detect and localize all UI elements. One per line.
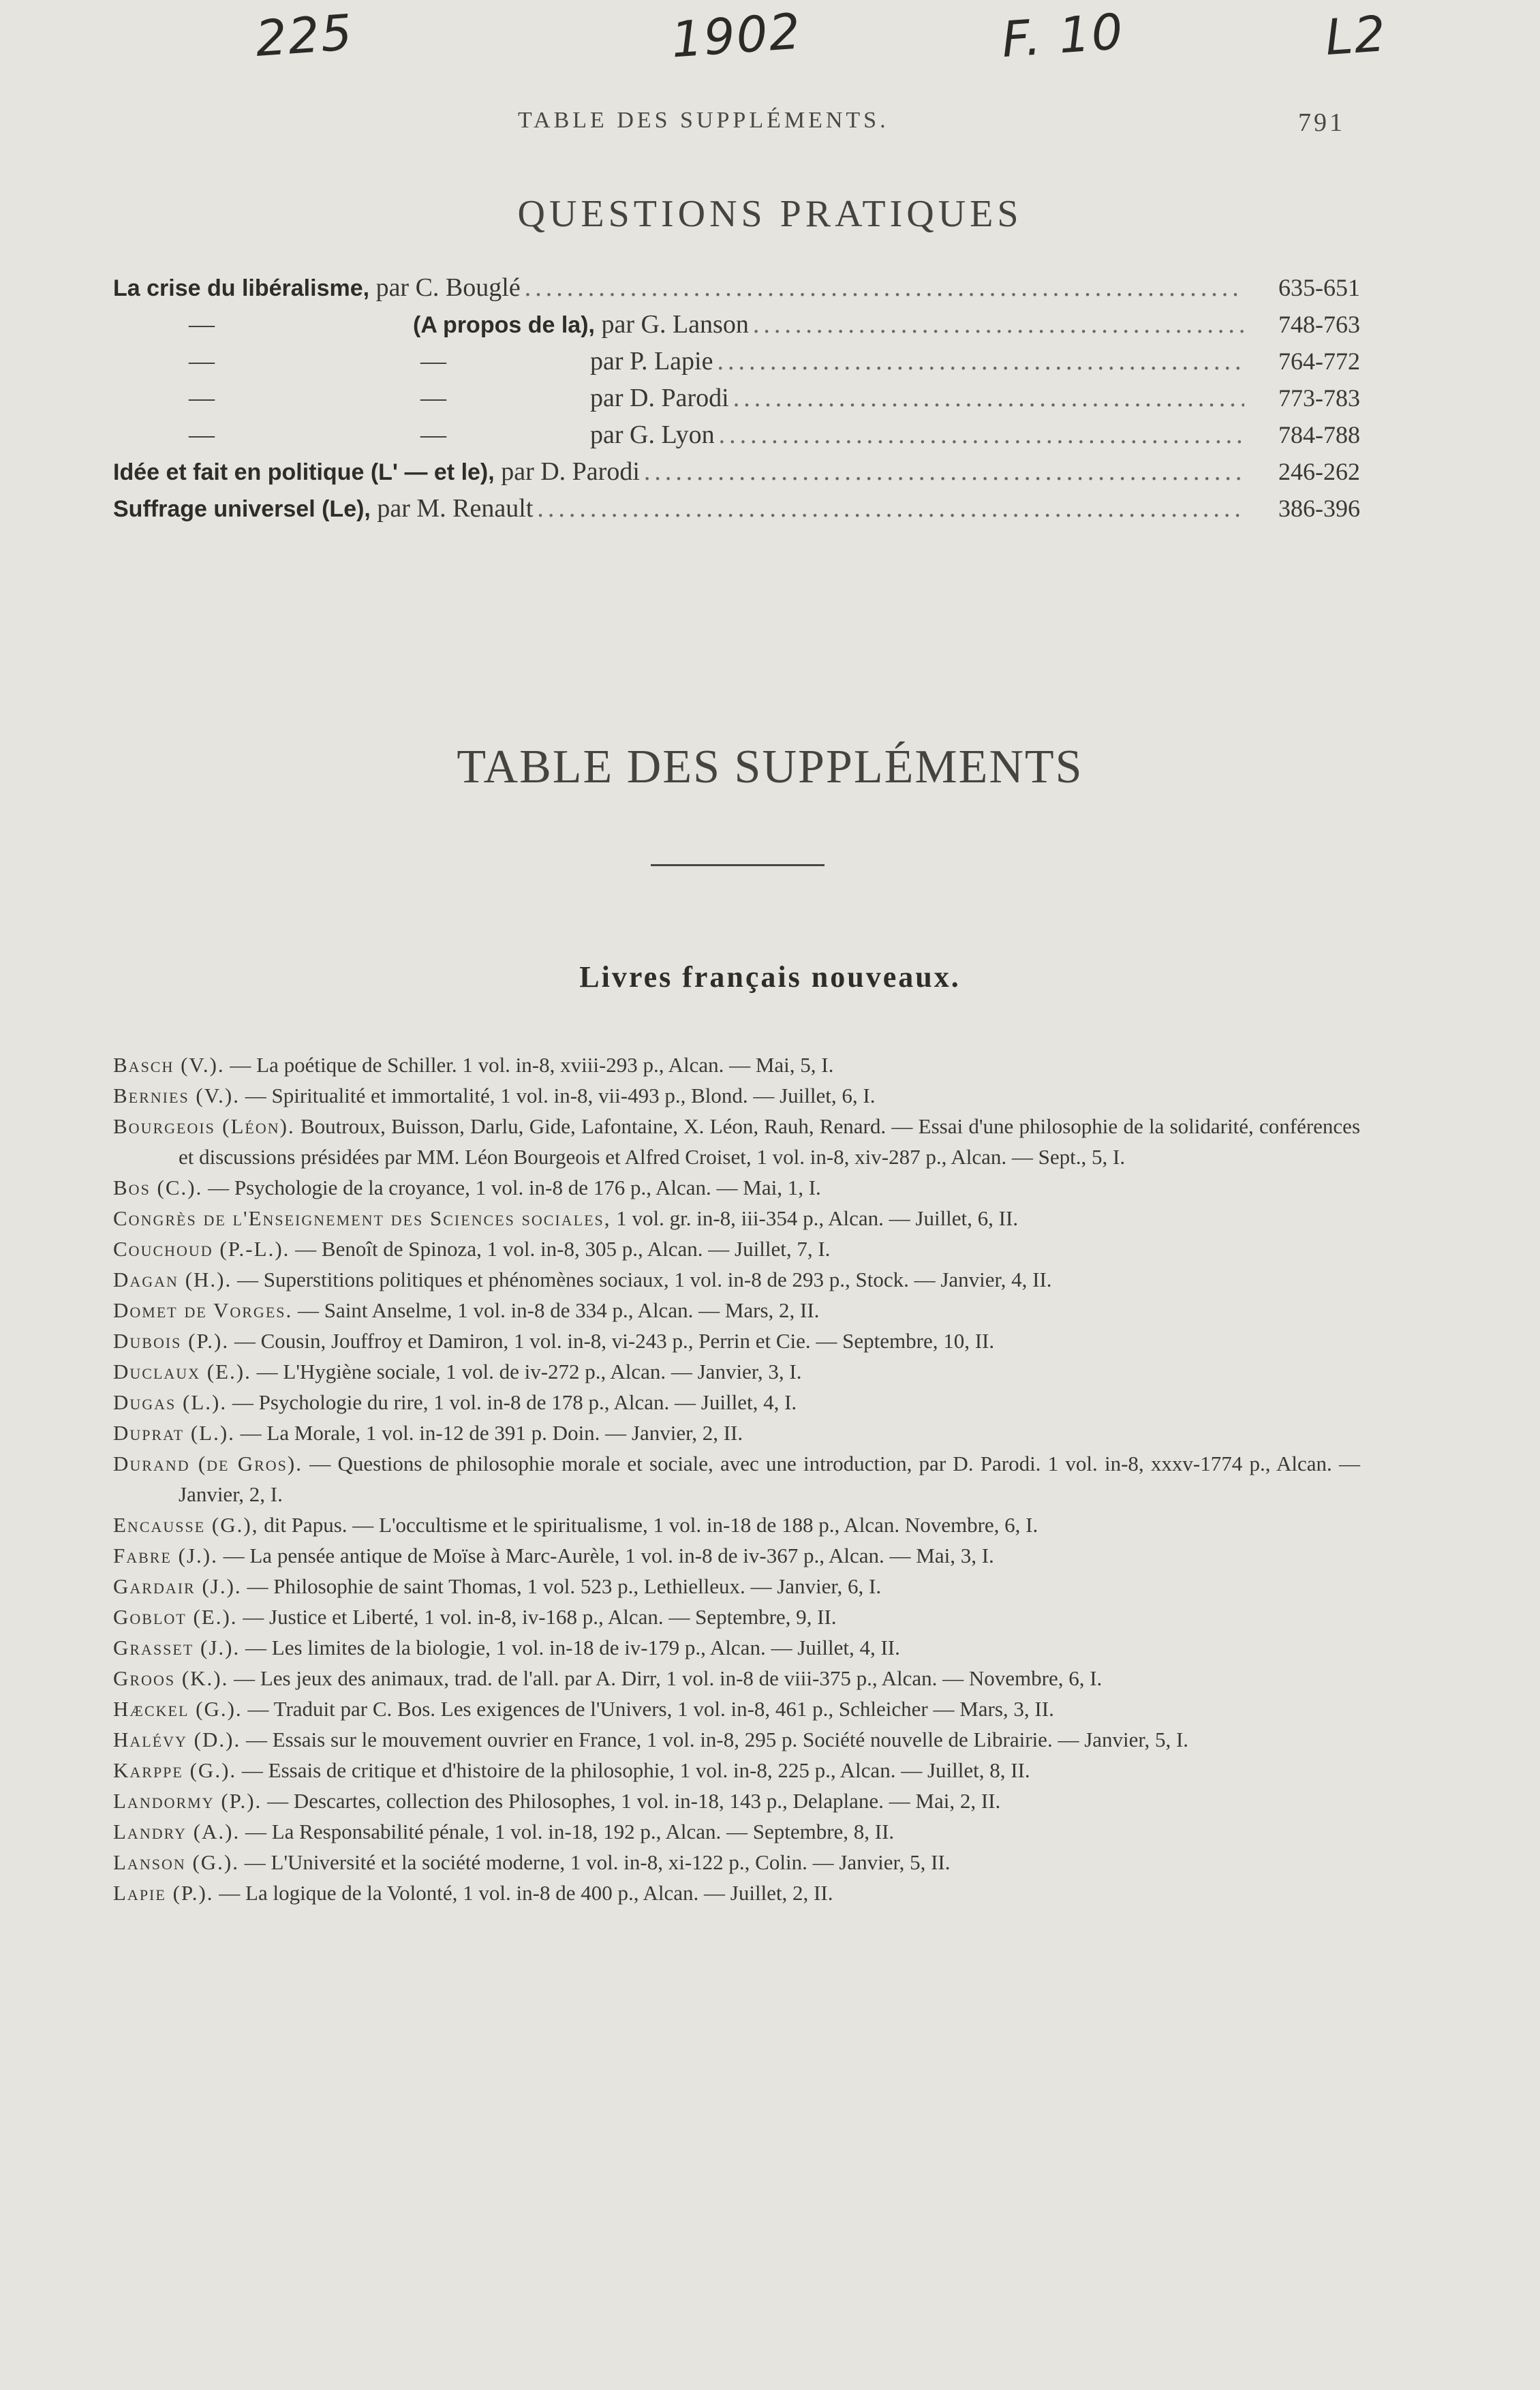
toc-author: par C. Bouglé	[369, 273, 521, 302]
book-entry	[113, 1816, 1360, 1847]
entry-author: Bos (C.).	[113, 1176, 203, 1199]
book-entry	[113, 1540, 1360, 1571]
toc-author: par D. Parodi	[590, 384, 729, 412]
entry-author: Halévy (D.).	[113, 1728, 241, 1751]
toc-row	[113, 420, 1360, 457]
questions-pratiques-title: QUESTIONS PRATIQUES	[517, 193, 1023, 235]
toc-author: par D. Parodi	[494, 457, 640, 486]
book-entries-list	[113, 1050, 1360, 1908]
entry-author: Goblot (E.).	[113, 1605, 238, 1629]
ditto-dash: —	[189, 384, 215, 412]
entry-author: Grasset (J.).	[113, 1636, 241, 1659]
entry-author: Landry (A.).	[113, 1820, 241, 1843]
entry-author: Groos (K.).	[113, 1666, 229, 1690]
toc-entry	[113, 273, 521, 303]
leader-dots	[729, 383, 1244, 413]
entry-description: Boutroux, Buisson, Darlu, Gide, Lafontaine, X. Léon, Rauh, Renard. — Essai d'une philosophie de la solidarité, conférences et discussions présidées par MM. Léon Bourgeois et Alfred Croiset, 1 vol. in-8, xiv-287 p., Alcan. — Sept., 5, I.	[179, 1114, 1361, 1169]
book-entry	[113, 1878, 1360, 1908]
toc-entry	[113, 309, 749, 339]
entry-author: Fabre (J.).	[113, 1544, 218, 1567]
toc-row	[113, 346, 1360, 383]
supplements-title: TABLE DES SUPPLÉMENTS	[457, 741, 1083, 793]
book-entry	[113, 1632, 1360, 1663]
book-entry	[113, 1295, 1360, 1326]
entry-author: Dugas (L.).	[113, 1390, 228, 1414]
toc-entry	[113, 493, 533, 523]
entry-description: — Psychologie de la croyance, 1 vol. in-8 de 176 p., Alcan. — Mai, 1, I.	[202, 1176, 821, 1199]
entry-description: — Essais sur le mouvement ouvrier en France, 1 vol. in-8, 295 p. Société nouvelle de Librairie. — Janvier, 5, I.	[241, 1728, 1189, 1751]
ditto-dash: —	[420, 347, 446, 376]
book-entry	[113, 1724, 1360, 1755]
entry-description: — Superstitions politiques et phénomènes sociaux, 1 vol. in-8 de 293 p., Stock. — Janvier, 4, II.	[232, 1268, 1052, 1291]
entry-description: — L'Hygiène sociale, 1 vol. de iv-272 p., Alcan. — Janvier, 3, I.	[251, 1360, 802, 1383]
book-entry	[113, 1602, 1360, 1632]
toc-row	[113, 493, 1360, 530]
ditto-dash: —	[189, 347, 215, 376]
toc-page-range: 635-651	[1278, 274, 1360, 301]
toc-row	[113, 383, 1360, 420]
toc-page-range: 784-788	[1278, 421, 1360, 448]
page-number: 791	[1298, 108, 1345, 137]
entry-author: Domet de Vorges.	[113, 1298, 293, 1322]
handwritten-note-4: L2	[1323, 4, 1389, 67]
book-entry	[113, 1172, 1360, 1203]
toc-entry	[113, 346, 713, 376]
toc-author: par P. Lapie	[590, 347, 713, 376]
entry-description: — La pensée antique de Moïse à Marc-Aurèle, 1 vol. in-8 de iv-367 p., Alcan. — Mai, 3, I.	[217, 1544, 994, 1567]
entry-description: — Spiritualité et immortalité, 1 vol. in-8, vii-493 p., Blond. — Juillet, 6, I.	[239, 1084, 876, 1107]
entry-description: — Justice et Liberté, 1 vol. in-8, iv-168 p., Alcan. — Septembre, 9, II.	[237, 1605, 837, 1629]
toc-row	[113, 273, 1360, 309]
supplements-subheading: Livres français nouveaux.	[579, 960, 961, 994]
entry-author: Lanson (G.).	[113, 1850, 240, 1874]
entry-author: Dagan (H.).	[113, 1268, 232, 1291]
entry-author: Dubois (P.).	[113, 1329, 230, 1353]
questions-pratiques-list	[113, 273, 1360, 530]
book-entry	[113, 1356, 1360, 1387]
toc-page-range: 246-262	[1278, 458, 1360, 485]
toc-author: par G. Lyon	[590, 420, 715, 449]
leader-dots	[533, 493, 1244, 523]
book-entry	[113, 1050, 1360, 1080]
book-entry	[113, 1510, 1360, 1540]
entry-author: Karppe (G.).	[113, 1758, 237, 1782]
leader-dots	[715, 420, 1244, 450]
entry-author: Encausse (G.),	[113, 1513, 259, 1537]
book-entry	[113, 1264, 1360, 1295]
toc-row	[113, 457, 1360, 493]
entry-description: — Benoît de Spinoza, 1 vol. in-8, 305 p., Alcan. — Juillet, 7, I.	[290, 1237, 831, 1261]
entry-description: — Saint Anselme, 1 vol. in-8 de 334 p., Alcan. — Mars, 2, II.	[292, 1298, 820, 1322]
leader-dots	[749, 309, 1244, 339]
toc-entry	[113, 383, 729, 413]
book-entry	[113, 1755, 1360, 1786]
leader-dots	[521, 273, 1244, 303]
toc-page-range: 773-783	[1278, 384, 1360, 412]
entry-description: — Les limites de la biologie, 1 vol. in-18 de iv-179 p., Alcan. — Juillet, 4, II.	[240, 1636, 900, 1659]
book-entry	[113, 1571, 1360, 1602]
entry-author: Basch (V.).	[113, 1053, 225, 1077]
entry-author: Bernies (V.).	[113, 1084, 240, 1107]
toc-page-range: 764-772	[1278, 348, 1360, 375]
toc-subject: (A propos de la),	[413, 312, 595, 338]
entry-author: Hæckel (G.).	[113, 1697, 243, 1721]
toc-row	[113, 309, 1360, 346]
book-entry	[113, 1387, 1360, 1418]
entry-description: — Cousin, Jouffroy et Damiron, 1 vol. in-8, vi-243 p., Perrin et Cie. — Septembre, 10, II.	[229, 1329, 995, 1353]
ditto-dash: —	[189, 420, 215, 449]
entry-author: Gardair (J.).	[113, 1574, 242, 1598]
entry-description: — La logique de la Volonté, 1 vol. in-8 de 400 p., Alcan. — Juillet, 2, II.	[213, 1881, 833, 1905]
toc-subject: Idée et fait en politique (L' — et le),	[113, 459, 495, 485]
book-entry	[113, 1418, 1360, 1448]
entry-description: — Psychologie du rire, 1 vol. in-8 de 178 p., Alcan. — Juillet, 4, I.	[227, 1390, 797, 1414]
entry-description: — Essais de critique et d'histoire de la philosophie, 1 vol. in-8, 225 p., Alcan. — Juillet, 8, II.	[236, 1758, 1030, 1782]
entry-description: — La poétique de Schiller. 1 vol. in-8, xviii-293 p., Alcan. — Mai, 5, I.	[224, 1053, 834, 1077]
entry-author: Duprat (L.).	[113, 1421, 235, 1445]
entry-description: 1 vol. gr. in-8, iii-354 p., Alcan. — Juillet, 6, II.	[611, 1206, 1019, 1230]
book-entry	[113, 1326, 1360, 1356]
entry-author: Landormy (P.).	[113, 1789, 262, 1813]
book-entry	[113, 1203, 1360, 1234]
entry-author: Duclaux (E.).	[113, 1360, 251, 1383]
running-head: TABLE DES SUPPLÉMENTS.	[518, 108, 889, 133]
ditto-dash: —	[420, 384, 446, 412]
divider-rule	[651, 864, 825, 866]
entry-description: — La Morale, 1 vol. in-12 de 391 p. Doin. — Janvier, 2, II.	[234, 1421, 743, 1445]
entry-author: Couchoud (P.-L.).	[113, 1237, 290, 1261]
toc-entry	[113, 420, 715, 450]
book-entry	[113, 1786, 1360, 1816]
entry-author: Congrès de l'Enseignement des Sciences sociales,	[113, 1206, 611, 1230]
entry-description: — Questions de philosophie morale et sociale, avec une introduction, par D. Parodi. 1 vol. in-8, xxxv-1774 p., Alcan. — Janvier, 2, I.	[179, 1452, 1360, 1506]
entry-description: — Les jeux des animaux, trad. de l'all. par A. Dirr, 1 vol. in-8 de viii-375 p., Alcan. — Novembre, 6, I.	[228, 1666, 1103, 1690]
ditto-dash: —	[189, 310, 215, 339]
entry-description: — Philosophie de saint Thomas, 1 vol. 523 p., Lethielleux. — Janvier, 6, I.	[241, 1574, 882, 1598]
entry-author: Lapie (P.).	[113, 1881, 214, 1905]
book-entry	[113, 1234, 1360, 1264]
book-entry	[113, 1694, 1360, 1724]
entry-description: — L'Université et la société moderne, 1 vol. in-8, xi-122 p., Colin. — Janvier, 5, II.	[239, 1850, 951, 1874]
entry-description: — Descartes, collection des Philosophes, 1 vol. in-18, 143 p., Delaplane. — Mai, 2, II.	[262, 1789, 1001, 1813]
handwritten-note-1: 225	[253, 3, 356, 67]
toc-author: par M. Renault	[370, 494, 534, 523]
entry-description: — Traduit par C. Bos. Les exigences de l'Univers, 1 vol. in-8, 461 p., Schleicher — Mars, 3, II.	[242, 1697, 1054, 1721]
book-entry	[113, 1080, 1360, 1111]
toc-page-range: 386-396	[1278, 495, 1360, 522]
entry-author: Durand (de Gros).	[113, 1452, 303, 1475]
entry-description: dit Papus. — L'occultisme et le spiritualisme, 1 vol. in-18 de 188 p., Alcan. Novembre, 6, I.	[258, 1513, 1038, 1537]
toc-page-range: 748-763	[1278, 311, 1360, 338]
handwritten-note-2: 1902	[669, 2, 803, 69]
book-entry	[113, 1111, 1360, 1172]
toc-subject: Suffrage universel (Le),	[113, 496, 371, 522]
ditto-dash: —	[420, 420, 446, 449]
toc-author: par G. Lanson	[594, 310, 749, 339]
book-entry	[113, 1663, 1360, 1694]
leader-dots	[640, 457, 1244, 487]
toc-subject: La crise du libéralisme,	[113, 275, 370, 301]
entry-description: — La Responsabilité pénale, 1 vol. in-18, 192 p., Alcan. — Septembre, 8, II.	[240, 1820, 895, 1843]
book-entry	[113, 1448, 1360, 1510]
leader-dots	[713, 346, 1244, 376]
book-entry	[113, 1847, 1360, 1878]
toc-entry	[113, 457, 640, 487]
entry-author: Bourgeois (Léon).	[113, 1114, 295, 1138]
handwritten-note-3: F. 10	[1000, 2, 1126, 69]
